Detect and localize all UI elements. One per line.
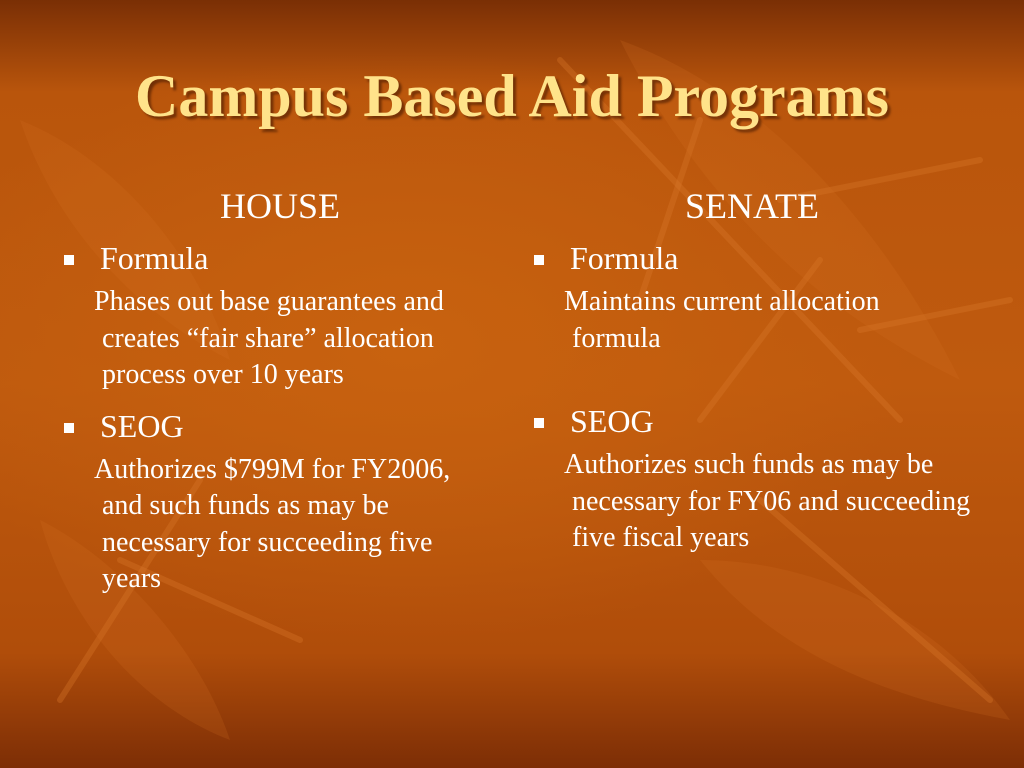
house-seog-bullet: [62, 406, 482, 446]
bullet-label: SEOG: [100, 407, 184, 444]
bullet-label: SEOG: [570, 403, 654, 439]
house-seog-description: Authorizes $799M for FY2006, and such funds as may be necessary for succeeding five years: [94, 453, 451, 594]
senate-heading: SENATE: [685, 186, 819, 226]
senate-seog-description: Authorizes such funds as may be necessary for FY06 and succeeding five fiscal years: [564, 449, 971, 553]
bullet-label: Formula: [570, 240, 679, 276]
bullet-label: Formula: [100, 240, 209, 276]
senate-formula-bullet: [532, 238, 972, 278]
senate-column: [532, 186, 972, 557]
house-heading: HOUSE: [219, 186, 340, 226]
senate-seog-bullet: [532, 401, 972, 441]
spacer: [532, 357, 972, 389]
square-bullet-icon: [534, 418, 544, 428]
slide-title: Campus Based Aid Programs: [135, 63, 889, 129]
square-bullet-icon: [534, 255, 544, 265]
house-formula-bullet: [62, 238, 482, 278]
senate-formula-description: Maintains current allocation formula: [564, 286, 880, 354]
house-formula-description: Phases out base guarantees and creates “fair share” allocation process over 10 years: [94, 286, 444, 390]
house-column: [62, 186, 482, 598]
square-bullet-icon: [64, 423, 74, 433]
square-bullet-icon: [64, 255, 74, 265]
